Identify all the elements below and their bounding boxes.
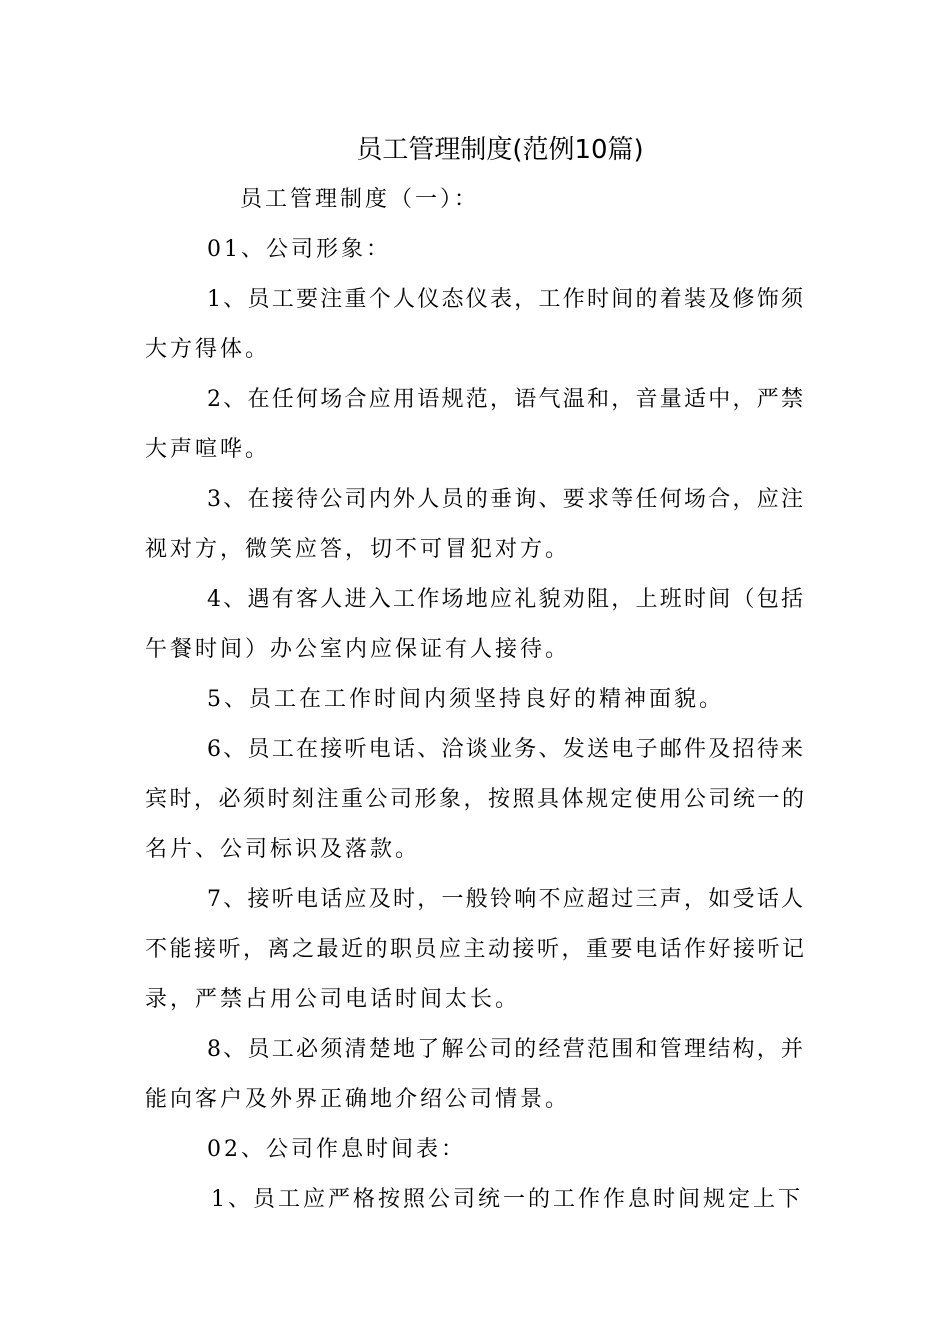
part1-item-3-line-1: 3、在接待公司内外人员的垂询、要求等任何场合，应注 xyxy=(207,487,806,512)
part1-item-8-line-1: 8、员工必须清楚地了解公司的经营范围和管理结构，并 xyxy=(207,1037,806,1062)
part1-item-7-line-2: 不能接听，离之最近的职员应主动接听，重要电话作好接听记 xyxy=(145,937,807,962)
part1-item-2-line-2: 大声喧哗。 xyxy=(145,437,271,462)
part2-heading: 02、公司作息时间表： xyxy=(207,1137,466,1162)
part1-item-1-line-1: 1、员工要注重个人仪态仪表，工作时间的着装及修饰须 xyxy=(207,287,806,312)
part1-item-3-line-2: 视对方，微笑应答，切不可冒犯对方。 xyxy=(145,537,571,562)
part1-item-6-line-3: 名片、公司标识及落款。 xyxy=(145,837,421,862)
part1-item-8-line-2: 能向客户及外界正确地介绍公司情景。 xyxy=(145,1087,571,1112)
part1-heading: 01、公司形象： xyxy=(207,237,391,262)
part1-item-2-line-1: 2、在任何场合应用语规范，语气温和，音量适中，严禁 xyxy=(207,387,806,412)
section-heading: 员工管理制度（一）： xyxy=(240,187,480,212)
part1-item-7-line-1: 7、接听电话应及时，一般铃响不应超过三声，如受话人 xyxy=(207,887,806,912)
part1-item-7-line-3: 录，严禁占用公司电话时间太长。 xyxy=(145,987,521,1012)
part1-item-1-line-2: 大方得体。 xyxy=(145,337,271,362)
part1-item-5-line-1: 5、员工在工作时间内须坚持良好的精神面貌。 xyxy=(207,687,724,712)
document-title: 员工管理制度(范例10篇) xyxy=(356,135,644,165)
part1-item-6-line-1: 6、员工在接听电话、洽谈业务、发送电子邮件及招待来 xyxy=(207,737,806,762)
part1-item-6-line-2: 宾时，必须时刻注重公司形象，按照具体规定使用公司统一的 xyxy=(145,787,807,812)
part2-item-1-line-1: 1、员工应严格按照公司统一的工作作息时间规定上下 xyxy=(211,1187,803,1212)
part1-item-4-line-2: 午餐时间）办公室内应保证有人接待。 xyxy=(145,637,571,662)
part1-item-4-line-1: 4、遇有客人进入工作场地应礼貌劝阻，上班时间（包括 xyxy=(207,587,806,612)
